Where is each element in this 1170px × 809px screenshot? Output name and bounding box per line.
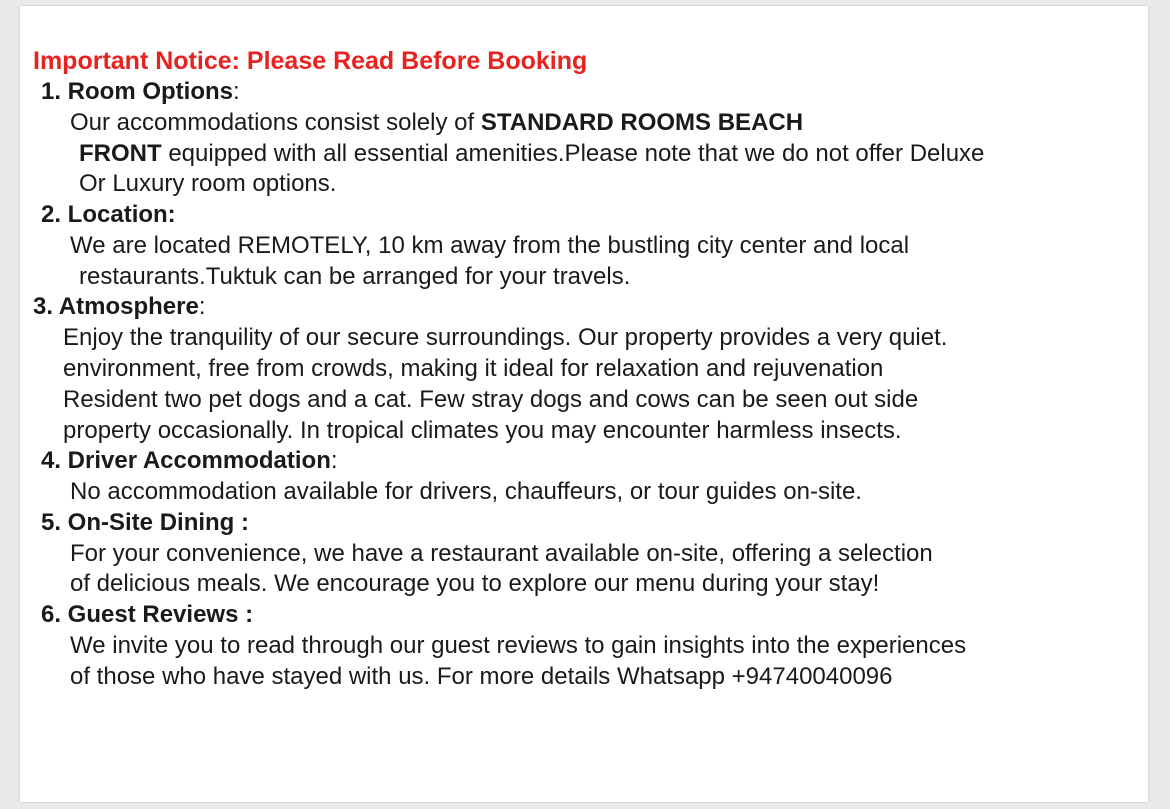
section-heading-location: [41, 200, 176, 230]
section-heading-room-options: [41, 77, 240, 107]
heading-text: 3. Atmosphere: [33, 293, 199, 320]
heading-text: 6. Guest Reviews :: [41, 601, 254, 628]
guest-reviews-line-2: of those who have stayed with us. For more details Whatsapp +94740040096: [70, 663, 893, 690]
notice-title: Important Notice: Please Read Before Booking: [33, 47, 588, 75]
text-run-bold: STANDARD ROOMS BEACH: [480, 109, 804, 136]
heading-text: 1. Room Options: [41, 78, 233, 105]
guest-reviews-line-1: We invite you to read through our guest reviews to gain insights into the experiences: [70, 632, 967, 659]
atmosphere-line-4: property occasionally. In tropical climates you may encounter harmless insects.: [63, 417, 902, 444]
driver-accommodation-line-1: No accommodation available for drivers, chauffeurs, or tour guides on-site.: [70, 478, 862, 505]
atmosphere-line-3: Resident two pet dogs and a cat. Few stray dogs and cows can be seen out side: [63, 386, 919, 413]
section-heading-on-site-dining: [41, 508, 249, 538]
room-options-line-3: Or Luxury room options.: [79, 170, 337, 197]
location-line-2: restaurants.Tuktuk can be arranged for your travels.: [79, 263, 631, 290]
heading-text: 5. On-Site Dining :: [41, 509, 249, 536]
room-options-line-1: [70, 108, 803, 138]
text-run: Our accommodations consist solely of: [70, 109, 481, 136]
atmosphere-line-2: environment, free from crowds, making it ideal for relaxation and rejuvenation: [63, 355, 884, 382]
section-heading-atmosphere: [33, 292, 206, 322]
heading-text: 2. Location:: [41, 201, 176, 228]
text-run-bold: FRONT: [79, 140, 162, 167]
room-options-line-2: [79, 139, 984, 169]
section-heading-guest-reviews: [41, 600, 253, 630]
heading-suffix: :: [198, 293, 206, 320]
heading-text: 4. Driver Accommodation: [41, 447, 331, 474]
text-run: equipped with all essential amenities.Please note that we do not offer Deluxe: [161, 140, 985, 167]
location-line-1: We are located REMOTELY, 10 km away from the bustling city center and local: [70, 232, 910, 259]
on-site-dining-line-2: of delicious meals. We encourage you to explore our menu during your stay!: [70, 570, 880, 597]
on-site-dining-line-1: For your convenience, we have a restaurant available on-site, offering a selection: [70, 540, 933, 567]
atmosphere-line-1: Enjoy the tranquility of our secure surroundings. Our property provides a very quiet.: [63, 324, 948, 351]
heading-suffix: :: [233, 78, 240, 105]
heading-suffix: :: [330, 447, 338, 474]
section-heading-driver-accommodation: [41, 446, 338, 476]
